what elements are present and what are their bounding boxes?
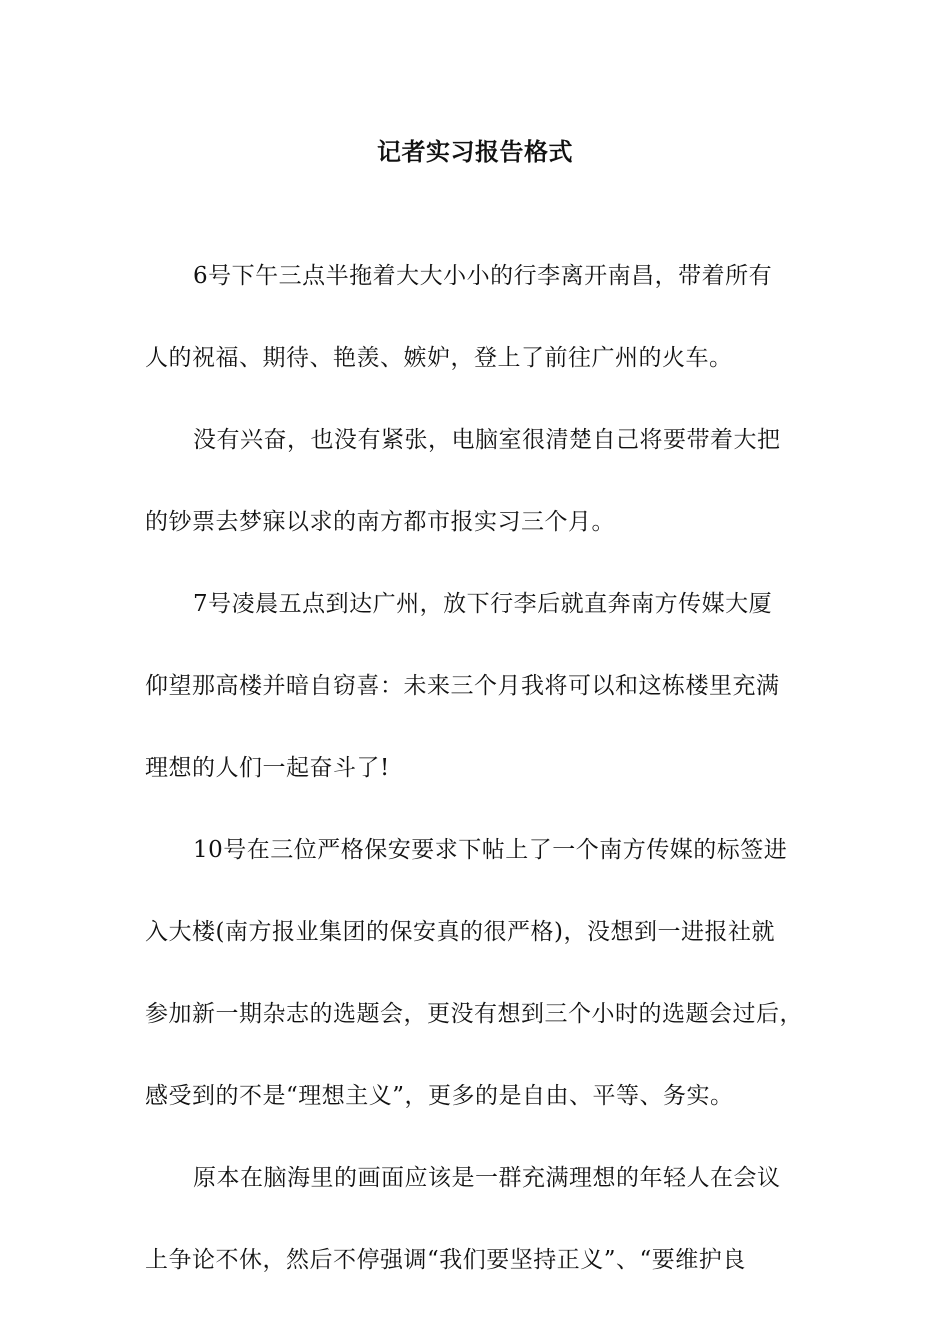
- paragraph-line: 上争论不休，然后不停强调“我们要坚持正义”、“要维护良: [145, 1247, 746, 1273]
- paragraph-line: 理想的人们一起奋斗了!: [145, 755, 390, 781]
- paragraph-line: 人的祝福、期待、艳羡、嫉妒，登上了前往广州的火车。: [145, 345, 733, 371]
- paragraph-line: 参加新一期杂志的选题会，更没有想到三个小时的选题会过后，: [145, 1001, 803, 1027]
- paragraph-line: 10号在三位严格保安要求下帖上了一个南方传媒的标签进: [193, 837, 788, 863]
- paragraph-line: 7号凌晨五点到达广州，放下行李后就直奔南方传媒大厦: [193, 591, 773, 617]
- paragraph-line: 仰望那高楼并暗自窃喜：未来三个月我将可以和这栋楼里充满: [145, 673, 780, 699]
- document-title: 记者实习报告格式: [377, 137, 573, 166]
- paragraph-line: 入大楼(南方报业集团的保安真的很严格)，没想到一进报社就: [145, 919, 775, 945]
- paragraph-line: 6号下午三点半拖着大大小小的行李离开南昌，带着所有: [193, 263, 773, 289]
- paragraph-line: 感受到的不是“理想主义”，更多的是自由、平等、务实。: [145, 1083, 734, 1109]
- paragraph-line: 的钞票去梦寐以求的南方都市报实习三个月。: [145, 509, 615, 535]
- paragraph-line: 没有兴奋，也没有紧张，电脑室很清楚自己将要带着大把: [193, 427, 781, 453]
- paragraph-line: 原本在脑海里的画面应该是一群充满理想的年轻人在会议: [193, 1165, 781, 1191]
- document-body: [145, 252, 815, 1318]
